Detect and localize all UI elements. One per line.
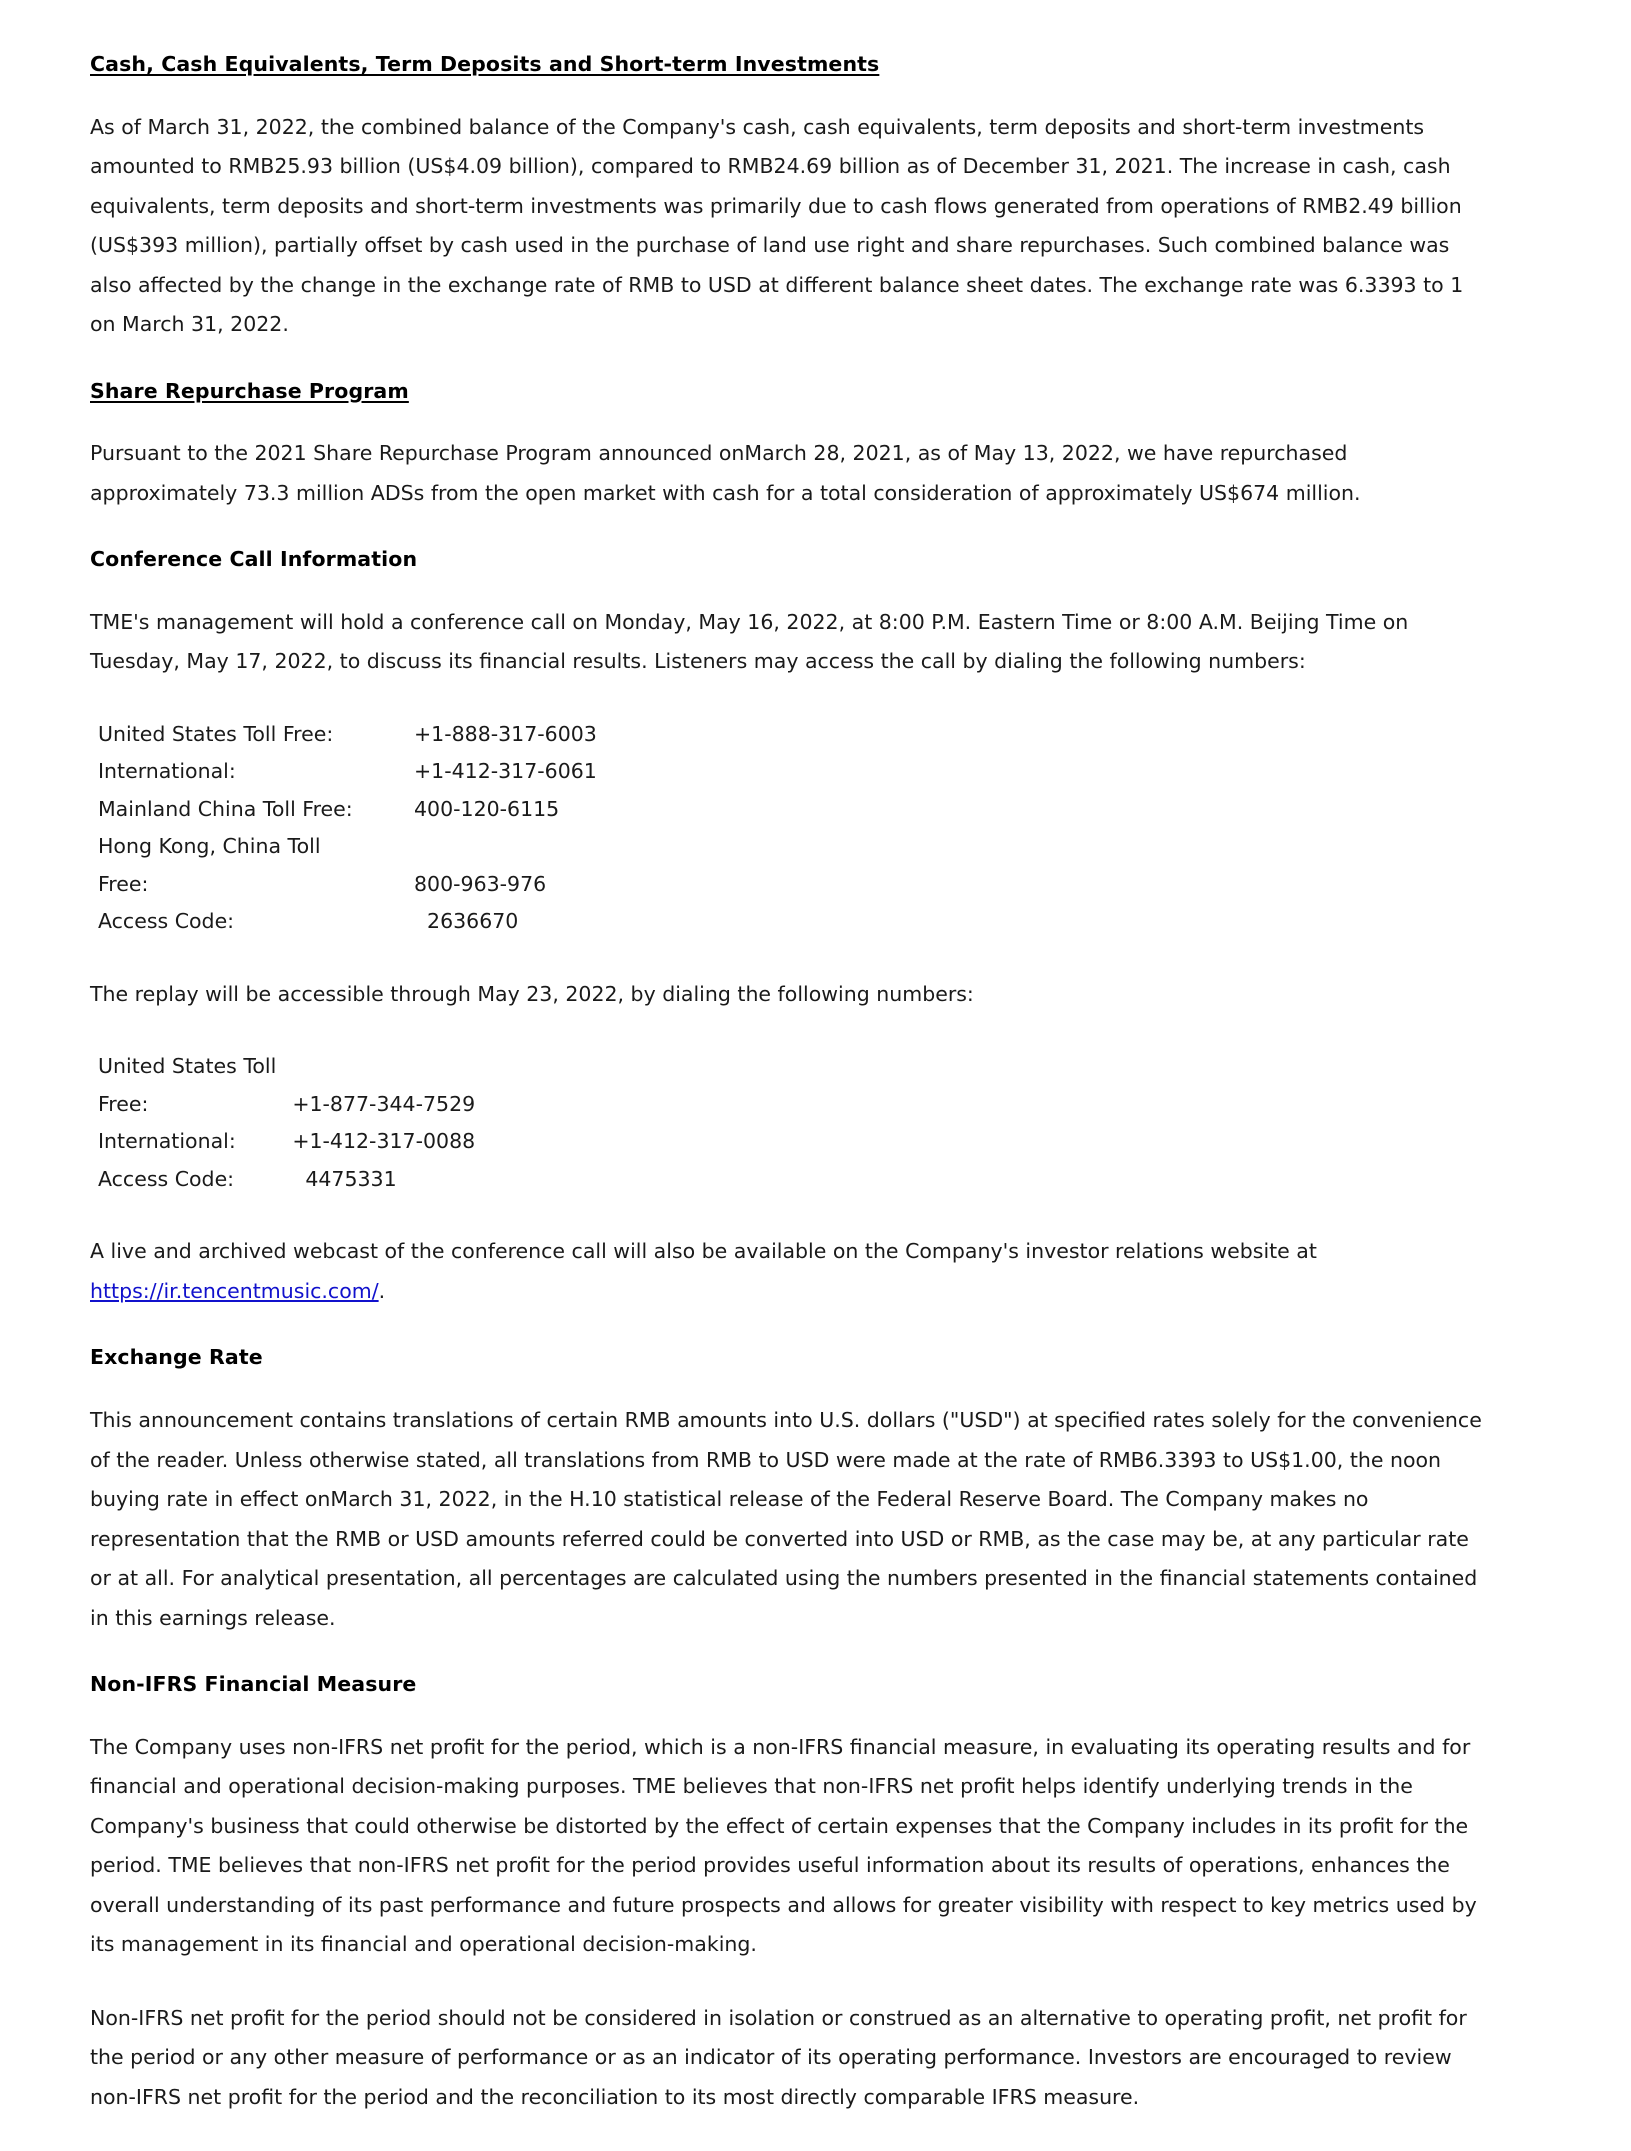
table-row	[98, 828, 734, 866]
paragraph-cash: As of March 31, 2022, the combined balance of the Company's cash, cash equivalents, term deposits and short-term investments amounted to RMB25.93 billion (US$4.09 billion), compared to RMB24.69 billion as of December 31, 2021. The increase in cash, cash equivalents, term deposits and short-term investments was primarily due to cash flows generated from operations of RMB2.49 billion (US$393 million), partially offset by cash used in the purchase of land use right and share repurchases. Such combined balance was also affected by the change in the exchange rate of RMB to USD at different balance sheet dates. The exchange rate was 6.3393 to 1 on March 31, 2022.	[90, 114, 1464, 337]
replay-value: +1-877-344-7529	[292, 1091, 476, 1116]
table-row	[98, 716, 734, 754]
paragraph-non-ifrs-1: The Company uses non-IFRS net profit for the period, which is a non-IFRS financial measure, in evaluating its operating results and for financial and operational decision-making purposes. TME believes that non-IFRS net profit helps identify underlying trends in the Company's business that could otherwise be distorted by the effect of certain expenses that the Company includes in its profit for the period. TME believes that non-IFRS net profit for the period provides useful information about its results of operations, enhances the overall understanding of its past performance and future prospects and allows for greater visibility with respect to key metrics used by its management in its financial and operational decision-making.	[90, 1734, 1477, 1957]
dial-in-label: United States Toll Free:	[98, 721, 334, 746]
section-heading-exchange-rate: Exchange Rate	[90, 1345, 263, 1370]
replay-label: International:	[98, 1129, 236, 1154]
table-row	[98, 1123, 475, 1161]
dial-in-label: Free:	[98, 871, 149, 896]
table-row	[98, 753, 734, 791]
dial-in-value: +1-412-317-6061	[414, 759, 597, 784]
investor-relations-link[interactable]: https://ir.tencentmusic.com/	[90, 1278, 379, 1303]
table-row	[98, 791, 734, 829]
paragraph-webcast	[90, 1232, 1490, 1311]
replay-label: Access Code:	[98, 1166, 235, 1191]
dial-in-label: Access Code:	[98, 909, 235, 934]
table-row	[98, 1048, 475, 1086]
paragraph-share-repurchase: Pursuant to the 2021 Share Repurchase Program announced onMarch 28, 2021, as of May 13, 2022, we have repurchased approximately 73.3 million ADSs from the open market with cash for a total consideration of approximately US$674 million.	[90, 441, 1361, 505]
section-heading-non-ifrs: Non-IFRS Financial Measure	[90, 1672, 417, 1696]
table-row	[98, 1086, 475, 1124]
dial-in-label: Hong Kong, China Toll	[98, 834, 321, 859]
replay-label: United States Toll	[98, 1054, 277, 1079]
webcast-text-after: .	[378, 1278, 386, 1303]
dial-in-numbers-table	[98, 716, 734, 941]
replay-value: 4475331	[292, 1166, 397, 1191]
section-heading-cash: Cash, Cash Equivalents, Term Deposits and Short-term Investments	[90, 52, 880, 76]
dial-in-value: 400-120-6115	[414, 796, 560, 821]
dial-in-value: +1-888-317-6003	[414, 721, 597, 746]
document-content	[90, 52, 1510, 2151]
webcast-text-before: A live and archived webcast of the conference call will also be available on the Company's investor relations website at	[90, 1239, 1317, 1264]
paragraph-replay-intro: The replay will be accessible through May 23, 2022, by dialing the following numbers:	[90, 981, 974, 1006]
paragraph-exchange-rate: This announcement contains translations of certain RMB amounts into U.S. dollars ("USD") at specified rates solely for the convenience of the reader. Unless otherwise stated, all translations from RMB to USD were made at the rate of RMB6.3393 to US$1.00, the noon buying rate in effect onMarch 31, 2022, in the H.10 statistical release of the Federal Reserve Board. The Company makes no representation that the RMB or USD amounts referred could be converted into USD or RMB, as the case may be, at any particular rate or at all. For analytical presentation, all percentages are calculated using the numbers presented in the financial statements contained in this earnings release.	[90, 1408, 1482, 1630]
paragraph-non-ifrs-2: Non-IFRS net profit for the period should not be considered in isolation or construed as an alternative to operating profit, net profit for the period or any other measure of performance or as an indicator of its operating performance. Investors are encouraged to review non-IFRS net profit for the period and the reconciliation to its most directly comparable IFRS measure.	[90, 2005, 1467, 2109]
table-row	[98, 866, 734, 904]
dial-in-value: 2636670	[414, 909, 519, 934]
replay-value: +1-412-317-0088	[292, 1129, 476, 1154]
dial-in-value	[414, 828, 734, 866]
dial-in-value: 800-963-976	[414, 871, 547, 896]
table-row	[98, 903, 734, 941]
replay-numbers-table	[98, 1048, 475, 1198]
replay-value	[292, 1048, 475, 1086]
table-row	[98, 1161, 475, 1199]
section-heading-conference-call: Conference Call Information	[90, 547, 418, 572]
dial-in-label: Mainland China Toll Free:	[98, 796, 353, 821]
dial-in-label: International:	[98, 759, 236, 784]
replay-label: Free:	[98, 1091, 149, 1116]
section-heading-share-repurchase: Share Repurchase Program	[90, 378, 409, 403]
paragraph-conference-call: TME's management will hold a conference call on Monday, May 16, 2022, at 8:00 P.M. Eastern Time or 8:00 A.M. Beijing Time on Tuesday, May 17, 2022, to discuss its financial results. Listeners may access the call by dialing the following numbers:	[90, 609, 1409, 674]
